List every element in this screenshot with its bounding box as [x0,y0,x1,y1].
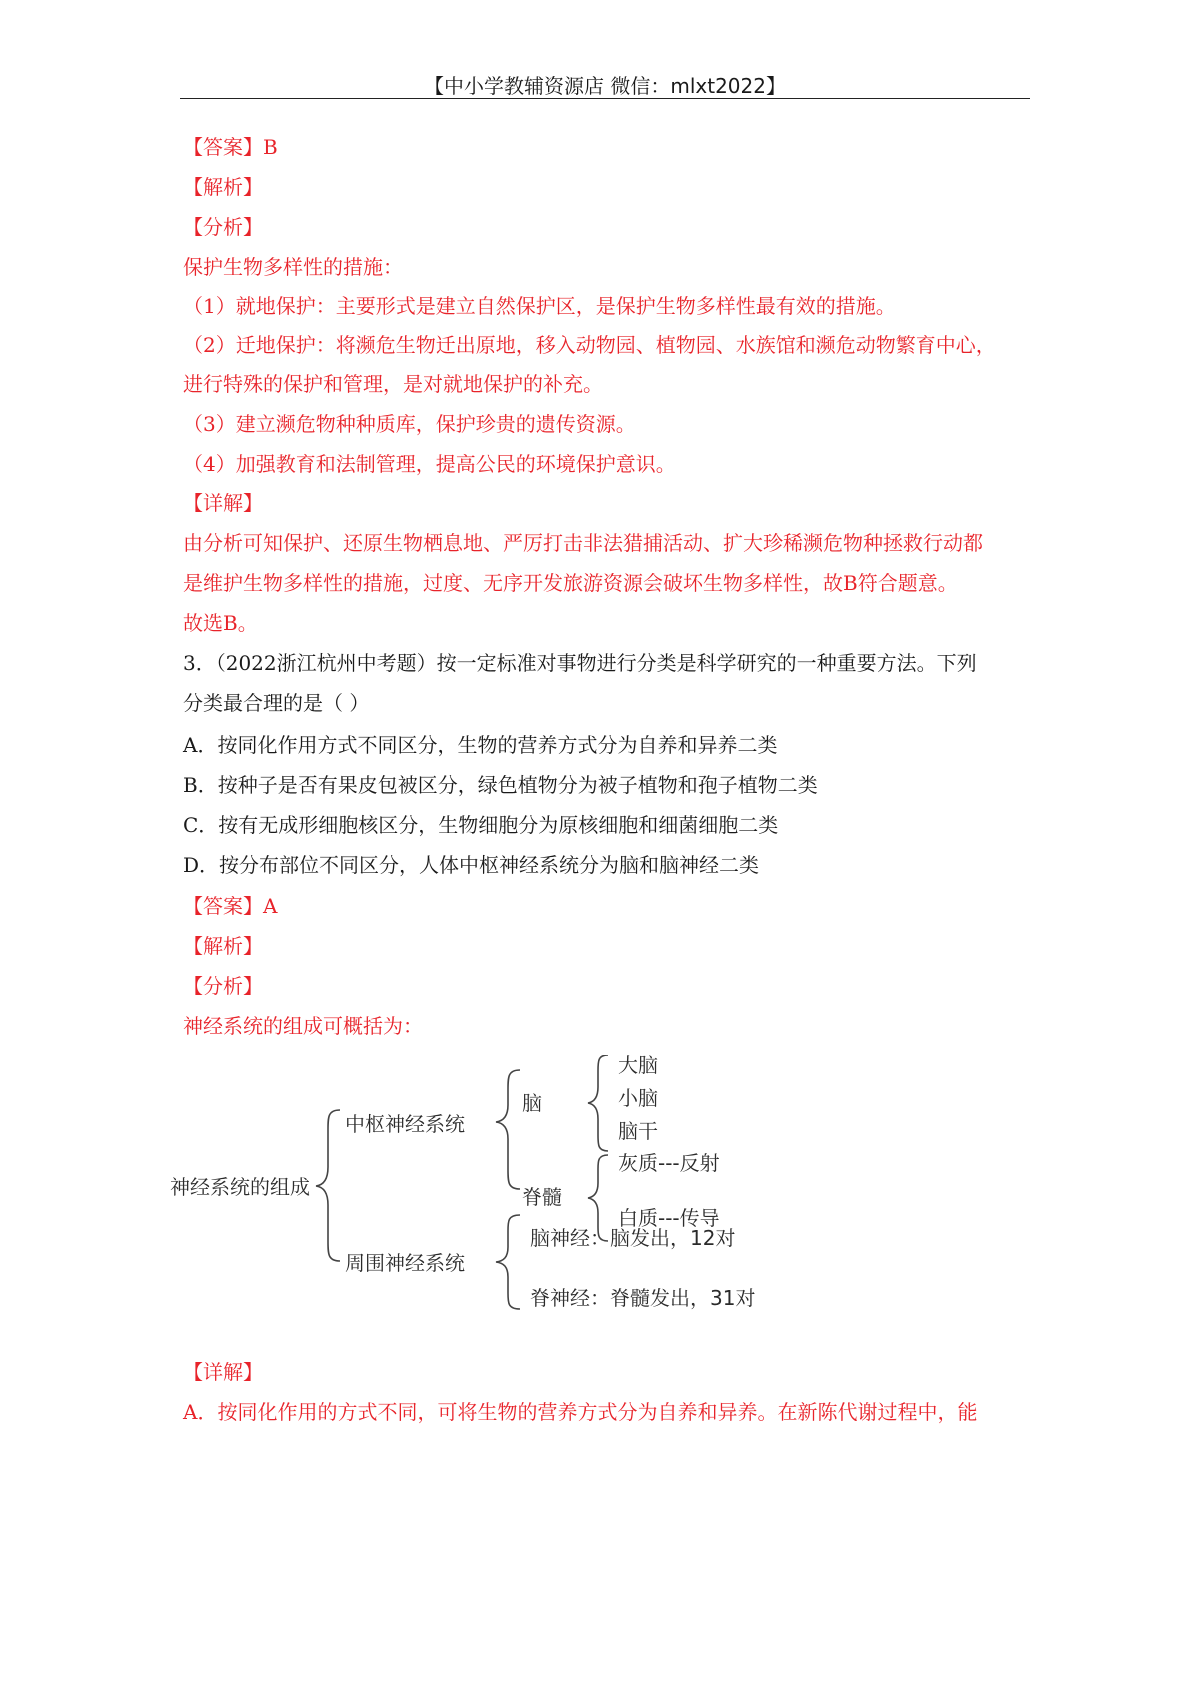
diagram-cerebrum: 大脑 [618,1055,658,1077]
q2-fenxi-label: 【分析】 [183,215,263,239]
diagram-central: 中枢神经系统 [345,1112,465,1136]
q3-stem-line: 分类最合理的是（ ） [183,691,370,715]
header-rule [180,98,1030,99]
page-header: 【中小学教辅资源店 微信：mlxt2022】 [424,74,786,98]
diagram-spinal-nerve: 脊神经：脊髓发出，31对 [530,1286,756,1310]
root-brace [316,1110,340,1261]
diagram-cranial-nerve: 脑神经：脑发出，12对 [530,1226,736,1250]
diagram-brainstem: 脑干 [618,1119,658,1143]
q3-answer: 【答案】A [183,894,278,918]
q3-option-b: B．按种子是否有果皮包被区分，绿色植物分为被子植物和孢子植物二类 [183,773,818,797]
q2-xiangjie-label: 【详解】 [183,491,263,515]
q2-jiexi-label: 【解析】 [183,175,263,199]
q2-answer: 【答案】B [183,135,278,159]
nervous-system-diagram [170,1055,810,1345]
diagram-brain: 脑 [522,1091,542,1115]
q3-option-c: C．按有无成形细胞核区分，生物细胞分为原核细胞和细菌细胞二类 [183,813,779,837]
q2-fenxi-line: （3）建立濒危物种种质库，保护珍贵的遗传资源。 [183,412,636,436]
q2-fenxi-line: 保护生物多样性的措施： [183,255,403,279]
diagram-cerebellum: 小脑 [618,1086,658,1110]
diagram-peripheral: 周围神经系统 [345,1251,465,1275]
q2-detail-line: 由分析可知保护、还原生物栖息地、严厉打击非法猎捕活动、扩大珍稀濒危物种拯救行动都 [183,531,983,555]
diagram-root: 神经系统的组成 [170,1175,310,1199]
diagram-spinal-cord: 脊髓 [522,1185,562,1209]
q2-fenxi-line: （2）迁地保护：将濒危生物迁出原地，移入动物园、植物园、水族馆和濒危动物繁育中心， [183,333,996,357]
q3-stem-line: 3．（2022浙江杭州中考题）按一定标准对事物进行分类是科学研究的一种重要方法。下列 [183,651,977,675]
q2-fenxi-line: 进行特殊的保护和管理，是对就地保护的补充。 [183,372,603,396]
q3-intro: 神经系统的组成可概括为： [183,1014,423,1038]
q2-detail-line: 是维护生物多样性的措施，过度、无序开发旅游资源会破坏生物多样性，故B符合题意。 [183,571,958,595]
central-brace [496,1070,520,1189]
q2-fenxi-line: （1）就地保护：主要形式是建立自然保护区，是保护生物多样性最有效的措施。 [183,294,896,318]
q3-option-a: A．按同化作用方式不同区分，生物的营养方式分为自养和异养二类 [183,733,778,757]
q3-option-d: D．按分布部位不同区分，人体中枢神经系统分为脑和脑神经二类 [183,853,760,877]
q2-detail-line: 故选B。 [183,611,258,635]
q3-detail-line: A．按同化作用的方式不同，可将生物的营养方式分为自养和异养。在新陈代谢过程中，能 [183,1400,978,1424]
diagram-white-matter: 白质---传导 [618,1206,720,1230]
q3-fenxi-label: 【分析】 [183,974,263,998]
q3-jiexi-label: 【解析】 [183,934,263,958]
brain-brace [588,1055,608,1151]
diagram-gray-matter: 灰质---反射 [618,1151,720,1175]
q3-xiangjie-label: 【详解】 [183,1360,263,1384]
peripheral-brace [496,1215,520,1309]
q2-fenxi-line: （4）加强教育和法制管理，提高公民的环境保护意识。 [183,452,676,476]
